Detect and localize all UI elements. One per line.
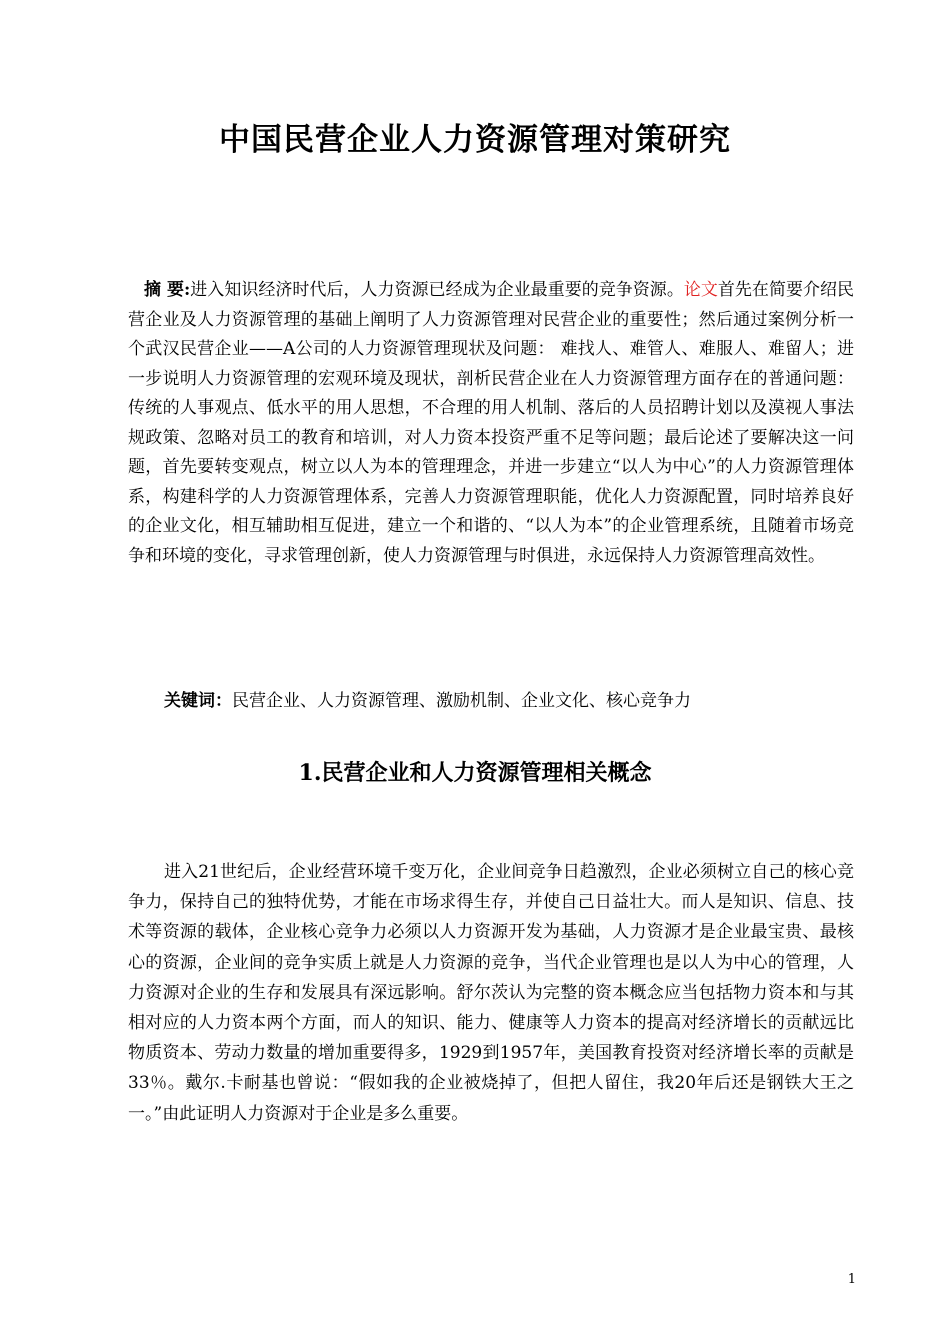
keywords-label: 关键词： [164,691,232,711]
document-title: 中国民营企业人力资源管理对策研究 [219,122,731,158]
paper-link[interactable]: 论文 [683,280,718,300]
keywords-line [128,687,854,717]
keywords-text: 民营企业、人力资源管理、激励机制、企业文化、核心竞争力 [232,691,691,711]
section-1-heading: 1.民营企业和人力资源管理相关概念 [298,760,652,786]
abstract-paragraph [128,276,854,571]
abstract-label: 摘 要: [144,280,191,300]
abstract-text-intro: 进入知识经济时代后，人力资源已经成为企业最重要的竞争资源。 [190,280,684,300]
section-1-paragraph: 进入21世纪后，企业经营环境千变万化，企业间竞争日趋激烈，企业必须树立自己的核心竞争力，保持自己的独特优势，才能在市场求得生存，并使自己日益壮大。而人是知识、信息、技术等资源的载体，企业核心竞争力必须以人力资源开发为基础，人力资源才是企业最宝贵、最核心的资源，企业间的竞争实质上就是人力资源的竞争，当代企业管理也是以人为中心的管理，人力资源对企业的生存和发展具有深远影响。舒尔茨认为完整的资本概念应当包括物力资本和与其相对应的人力资本两个方面，而人的知识、能力、健康等人力资本的提高对经济增长的贡献远比物质资本、劳动力数量的增加重要得多，1929到1957年，美国教育投资对经济增长率的贡献是33％。戴尔.卡耐基也曾说：“假如我的企业被烧掉了，但把人留住，我20年后还是钢铁大王之一。”由此证明人力资源对于企业是多么重要。 [128,862,854,1124]
abstract-text-body: 首先在简要介绍民营企业及人力资源管理的基础上阐明了人力资源管理对民营企业的重要性；然后通过案例分析一个武汉民营企业——A公司的人力资源管理现状及问题： 难找人、难管人、难服人、难留人；进一步说明人力资源管理的宏观环境及现状，剖析民营企业在人力资源管理方面存在的普通问题：传统的人事观点、低水平的用人思想，不合理的用人机制、落后的人员招聘计划以及漠视人事法规政策、忽略对员工的教育和培训，对人力资本投资严重不足等问题；最后论述了要解决这一问题，首先要转变观点，树立以人为本的管理理念，并进一步建立“以人为中心”的人力资源管理体系，构建科学的人力资源管理体系，完善人力资源管理职能，优化人力资源配置，同时培养良好的企业文化，相互辅助相互促进，建立一个和谐的、“以人为本”的企业管理系统，且随着市场竞争和环境的变化，寻求管理创新，使人力资源管理与时俱进，永远保持人力资源管理高效性。 [128,280,855,566]
page-number: 1 [847,1272,856,1287]
